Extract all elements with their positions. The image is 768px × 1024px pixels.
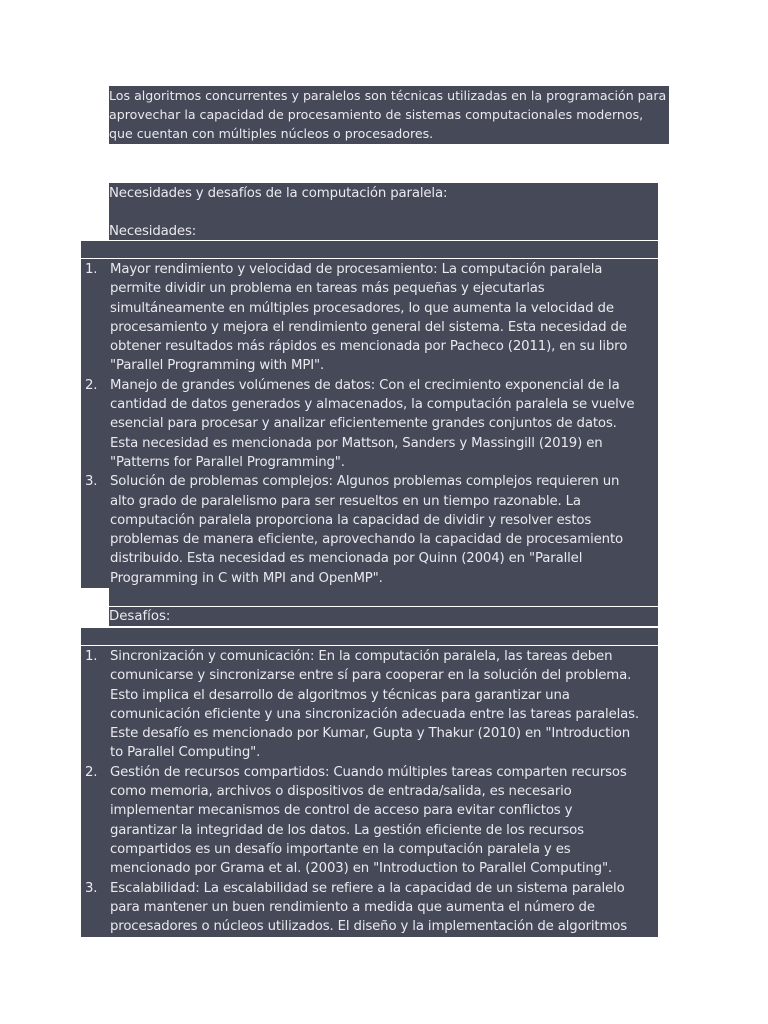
list-item (81, 763, 658, 879)
list-line: "Patterns for Parallel Programming". (110, 454, 345, 470)
list-line: Programming in C with MPI and OpenMP". (110, 570, 383, 586)
list-line: compartidos es un desafío importante en la computación paralela y es (110, 841, 571, 857)
challenges-heading: Desafíos: (109, 609, 171, 624)
list-line: to Parallel Computing". (110, 745, 261, 761)
list-line: Mayor rendimiento y velocidad de procesamiento: La computación paralela (110, 262, 603, 277)
list-number: 2. (85, 377, 98, 393)
list-line: "Parallel Programming with MPI". (110, 358, 325, 374)
challenges-list-block (81, 646, 658, 937)
list-item (81, 472, 658, 588)
list-line: procesamiento y mejora el rendimiento general del sistema. Esta necesidad de (110, 319, 627, 335)
list-number: 1. (85, 649, 98, 664)
list-line: Gestión de recursos compartidos: Cuando múltiples tareas comparten recursos (110, 764, 627, 780)
list-line: permite dividir un problema en tareas más pequeñas y ejecutarlas (110, 281, 545, 297)
list-line: implementar mecanismos de control de acceso para evitar conflictos y (110, 803, 573, 819)
list-line: Sincronización y comunicación: En la computación paralela, las tareas deben (110, 649, 613, 664)
list-line: garantizar la integridad de los datos. La gestión eficiente de los recursos (110, 822, 584, 838)
list-line: esencial para procesar y analizar eficientemente grandes conjuntos de datos. (110, 416, 617, 432)
list-line: comunicación eficiente y una sincronización adecuada entre las tareas paralelas. (110, 706, 639, 722)
list-line: Esta necesidad es mencionada por Mattson, Sanders y Massingill (2019) en (110, 435, 603, 451)
list-number: 3. (85, 474, 98, 490)
list-line: distribuido. Esta necesidad es mencionada por Quinn (2004) en "Parallel (110, 551, 583, 567)
list-line: Esto implica el desarrollo de algoritmos y técnicas para garantizar una (110, 687, 570, 703)
challenges-heading-bar (109, 606, 658, 627)
intro-line: que cuentan con múltiples núcleos o procesadores. (109, 124, 669, 143)
list-number: 1. (85, 262, 98, 277)
list-line: problemas de manera eficiente, aprovechando la capacidad de procesamiento (110, 532, 623, 548)
list-item (81, 260, 658, 376)
separator-bar (81, 627, 658, 646)
list-line: mencionado por Grama et al. (2003) en "Introduction to Parallel Computing". (110, 861, 613, 877)
intro-line: Los algoritmos concurrentes y paralelos son técnicas utilizadas en la programación para (109, 86, 669, 105)
challenges-list (81, 646, 658, 936)
needs-list (81, 259, 658, 588)
list-number: 3. (85, 880, 98, 896)
list-line: Solución de problemas complejos: Algunos problemas complejos requieren un (110, 474, 620, 490)
list-line: Escalabilidad: La escalabilidad se refiere a la capacidad de un sistema paralelo (110, 880, 625, 896)
list-item (81, 647, 658, 763)
needs-heading: Necesidades: (109, 224, 197, 240)
list-item (81, 879, 658, 937)
list-line: simultáneamente en múltiples procesadores, lo que aumenta la velocidad de (110, 300, 614, 316)
list-line: procesadores o núcleos utilizados. El diseño y la implementación de algoritmos (110, 919, 628, 935)
list-number: 2. (85, 764, 98, 780)
needs-list-block (81, 259, 658, 588)
list-line: alto grado de paralelismo para ser resueltos en un tiempo razonable. La (110, 493, 581, 509)
separator-bar (81, 240, 658, 259)
list-line: para mantener un buen rendimiento a medida que aumenta el número de (110, 899, 595, 915)
blank-line (109, 203, 658, 222)
section-heading-block (109, 183, 658, 240)
list-line: comunicarse y sincronizarse entre sí para cooperar en la solución del problema. (110, 668, 632, 684)
list-line: Manejo de grandes volúmenes de datos: Con el crecimiento exponencial de la (110, 377, 620, 393)
intro-line: aprovechar la capacidad de procesamiento de sistemas computacionales modernos, (109, 105, 669, 124)
list-line: Este desafío es mencionado por Kumar, Gupta y Thakur (2010) en "Introduction (110, 726, 631, 742)
list-line: computación paralela proporciona la capacidad de dividir y resolver estos (110, 512, 592, 528)
list-line: obtener resultados más rápidos es mencionada por Pacheco (2011), en su libro (110, 339, 628, 355)
blank-heading-row (109, 588, 658, 607)
list-line: como memoria, archivos o dispositivos de entrada/salida, es necesario (110, 784, 572, 800)
intro-paragraph (109, 86, 669, 144)
list-item (81, 376, 658, 472)
section-title: Necesidades y desafíos de la computación paralela: (109, 186, 448, 201)
list-line: cantidad de datos generados y almacenados, la computación paralela se vuelve (110, 397, 635, 413)
